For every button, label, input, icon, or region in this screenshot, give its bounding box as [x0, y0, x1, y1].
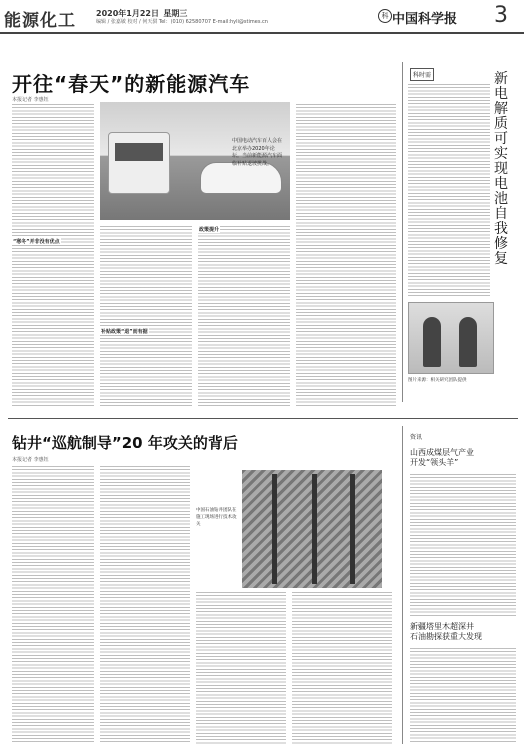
column-divider	[402, 426, 403, 744]
article-body-column	[196, 592, 286, 744]
article-byline: 本报记者 李惠钰	[12, 457, 49, 463]
page-header	[0, 0, 524, 30]
paper-logo-icon: 科	[378, 9, 392, 23]
truck-image	[108, 132, 170, 194]
sidebar-photo	[408, 302, 494, 374]
issue-date: 2020年1月22日 星期三	[96, 9, 188, 18]
article-photo	[242, 470, 382, 588]
header-rule	[0, 32, 524, 34]
photo-caption: 中国电动汽车百人会在北京举办2020年论坛。当前新能源汽车面临补贴退坡挑战。	[232, 138, 283, 167]
article-subhead: “寒冬”并非没有优点	[13, 239, 60, 245]
article-body-column	[12, 104, 94, 408]
brief-body	[410, 648, 516, 744]
section-name: 能源化工	[4, 11, 76, 31]
article-headline: 开往“春天”的新能源汽车	[12, 72, 251, 96]
brief-body	[410, 474, 516, 616]
article-body-column	[198, 226, 290, 408]
article-body-column	[100, 466, 190, 744]
sidebar-label: 科时需	[410, 68, 434, 81]
briefs-label: 资讯	[410, 434, 423, 441]
article-subhead: 补贴政策“退”而有据	[101, 329, 148, 335]
photo-caption: 中国石油钻井团队在施工现场进行技术攻关	[196, 508, 237, 527]
sidebar-vertical-title: 新电解质可实现电池自我修复	[494, 71, 508, 267]
paper-logo: 中国科学报	[392, 12, 458, 27]
page-number: 3	[494, 3, 508, 28]
article-headline: 钻井“巡航制导”20 年攻关的背后	[12, 434, 238, 452]
article-body-column	[100, 226, 192, 408]
article-byline: 本报记者 李惠钰	[12, 97, 49, 103]
article-subhead: 政策提升	[199, 227, 220, 233]
sidebar-photo-caption: 图片来源：相关研究团队提供	[408, 378, 467, 383]
article-body-column	[12, 466, 94, 744]
column-divider	[402, 62, 403, 402]
editor-line: 编辑 / 张嘉敏 校对 / 何天骐 Tel：(010) 62580707 E-mail:hyli@stimes.cn	[96, 19, 268, 25]
section-divider	[8, 418, 518, 419]
article-body-column	[292, 592, 392, 744]
sidebar-body	[408, 84, 490, 296]
brief-title: 新疆塔里木超深井 石油勘探获重大发现	[410, 622, 482, 641]
brief-title: 山西成煤层气产业 开发“领头羊”	[410, 448, 474, 467]
article-body-column	[296, 104, 396, 408]
